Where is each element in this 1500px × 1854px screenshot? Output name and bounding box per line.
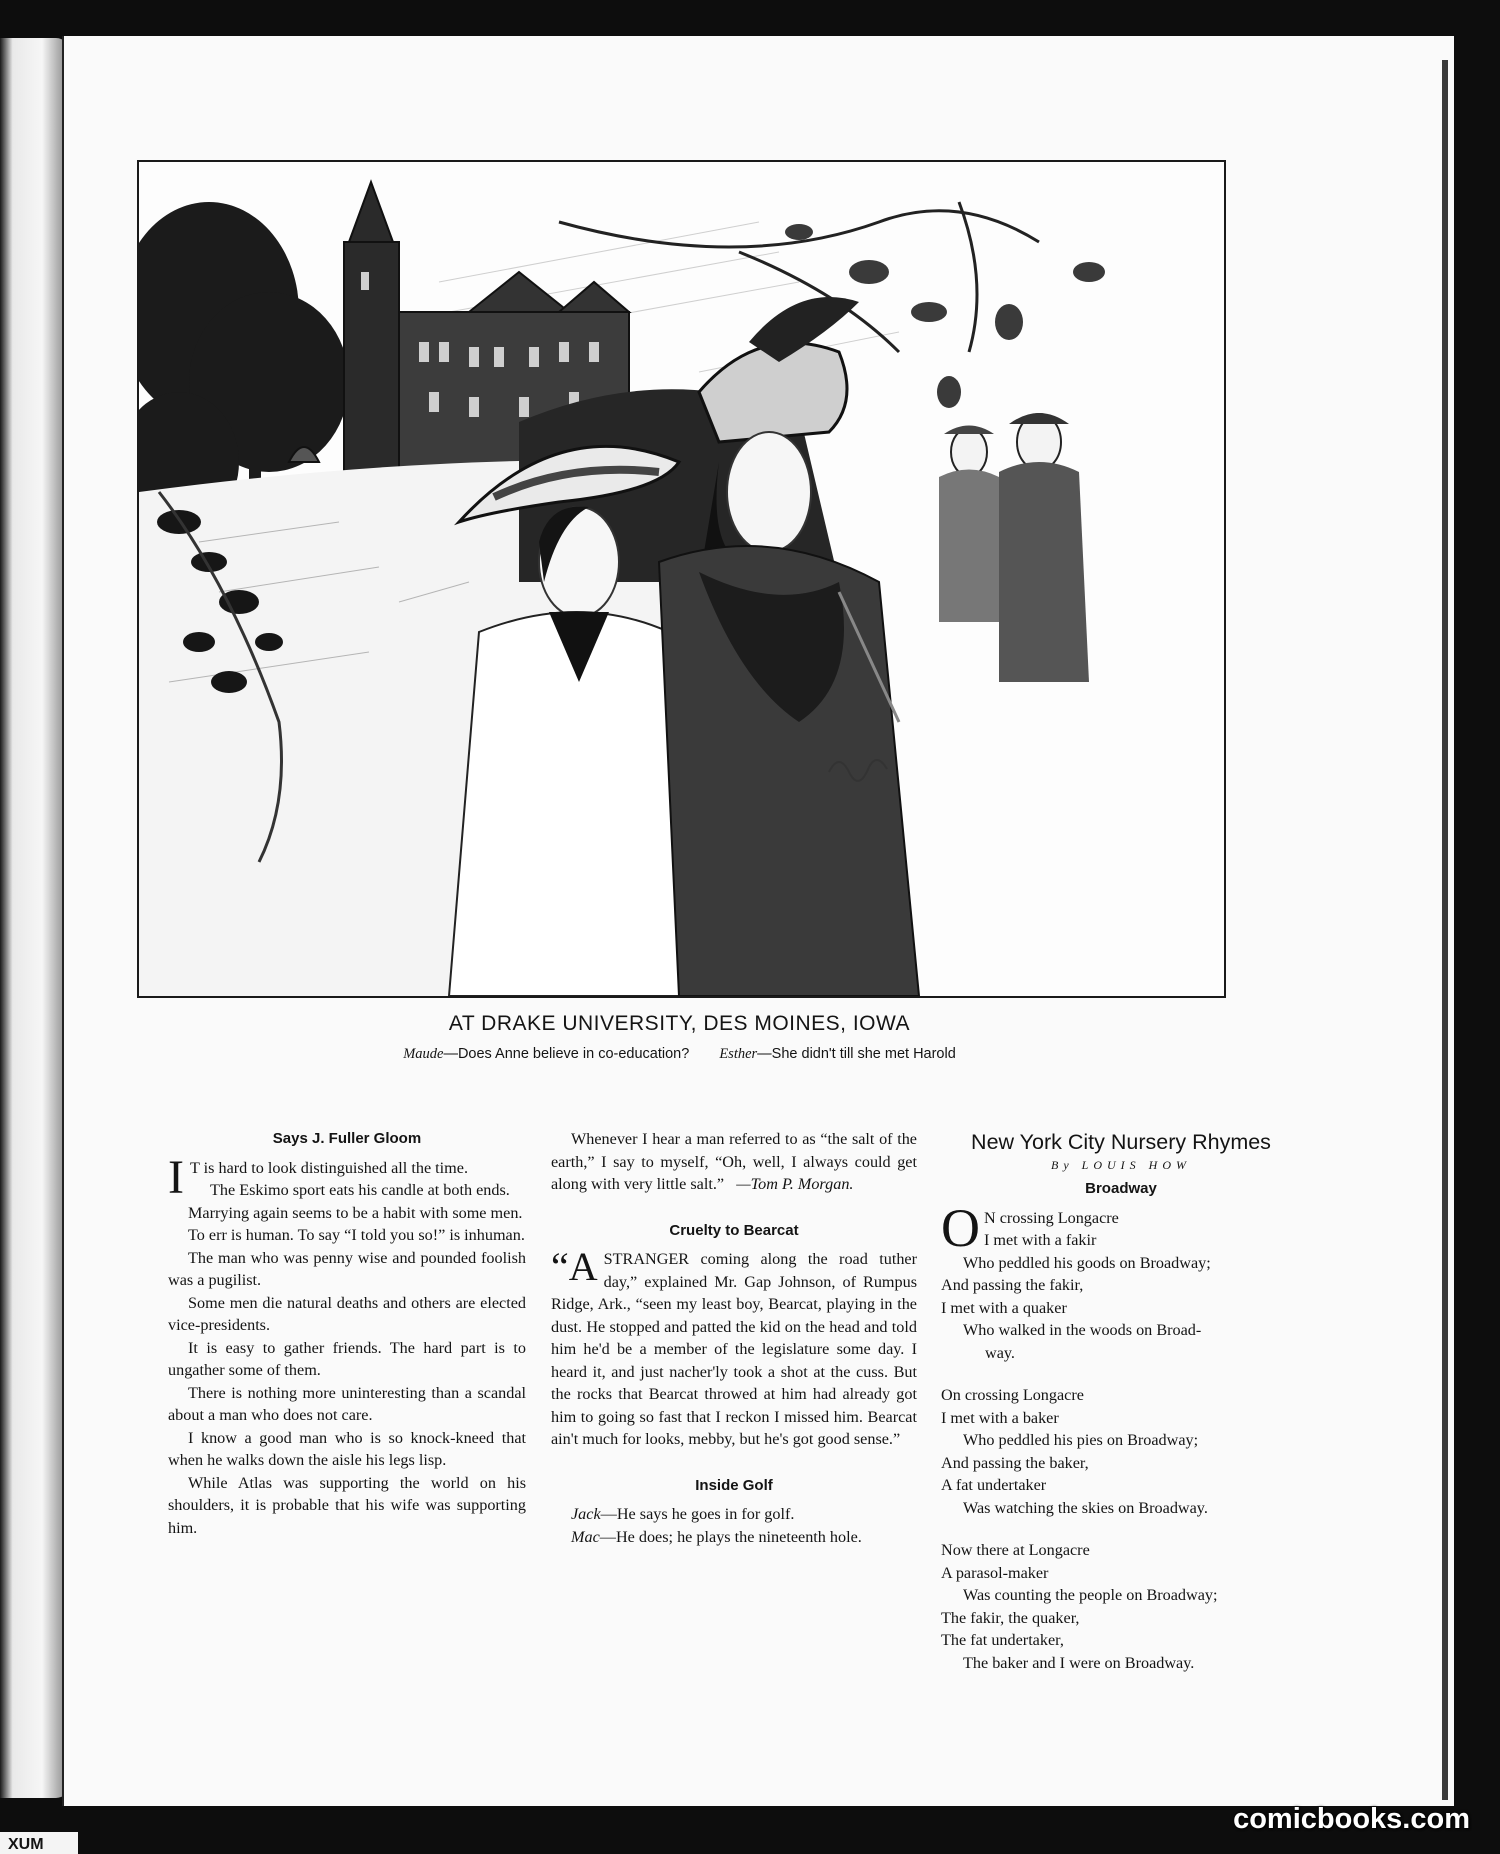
poem-line: Was counting the people on Broadway; (963, 1586, 1218, 1604)
gloom-paragraph: It is easy to gather friends. The hard part is to ungather some of them. (168, 1338, 526, 1379)
poem-line: The fakir, the quaker, (941, 1608, 1080, 1627)
gloom-paragraph: The Eskimo sport eats his candle at both ends. (209, 1181, 510, 1199)
gloom-paragraph: To err is human. To say “I told you so!” is inhuman. (188, 1226, 525, 1244)
page-right-edge (1442, 60, 1448, 1800)
dropcap-a: “A (551, 1244, 598, 1289)
poem-line: way. (985, 1343, 1015, 1362)
gloom-paragraph-text: T is hard to look distinguished all the time. (189, 1158, 468, 1177)
caption-line-esther: —She didn't till she met Harold (757, 1046, 956, 1062)
poem-title: Broadway (1085, 1180, 1157, 1197)
illustration-drake-university (137, 160, 1226, 998)
gloom-paragraph: While Atlas was supporting the world on his shoulders, it is probable that his wife was supporting him. (168, 1473, 526, 1537)
bearcat-paragraph (551, 1244, 917, 1451)
poem-line: The fat undertaker, (941, 1631, 1064, 1649)
poem-line: N crossing Longacre (984, 1208, 1119, 1227)
poem-line: The baker and I were on Broadway. (963, 1653, 1195, 1672)
poem-line: Who peddled his goods on Broadway; (963, 1253, 1211, 1272)
poem-line: I met with a fakir (984, 1231, 1097, 1249)
poem-line: A fat undertaker (941, 1476, 1047, 1494)
caption-line-maude: —Does Anne believe in co-education? (443, 1046, 690, 1062)
golf-line-jack: —He says he goes in for golf. (600, 1505, 795, 1523)
gloom-paragraph: The man who was penny wise and pounded foolish was a pugilist. (168, 1248, 526, 1289)
poem-line: On crossing Longacre (941, 1386, 1084, 1404)
poem-line: Who walked in the woods on Broad- (963, 1321, 1202, 1339)
column-gloom (168, 1128, 526, 1539)
salt-attribution: —Tom P. Morgan. (736, 1175, 854, 1193)
caption-speaker-esther: Esther (719, 1046, 758, 1062)
salt-paragraph (551, 1128, 917, 1196)
column-middle (551, 1128, 917, 1548)
poem-line: Who peddled his pies on Broadway; (963, 1431, 1199, 1449)
poem-line: And passing the fakir, (941, 1276, 1084, 1294)
poem-line: Was watching the skies on Broadway. (963, 1498, 1208, 1517)
byline: By LOUIS HOW (1051, 1158, 1191, 1172)
dropcap-i: I (168, 1150, 184, 1204)
caption-speaker-maude: Maude (403, 1046, 444, 1062)
poem-line: A parasol-maker (941, 1563, 1049, 1582)
gloom-paragraph: Marrying again seems to be a habit with some men. (188, 1203, 523, 1222)
gloom-paragraph: There is nothing more uninteresting than a scandal about a man who does not care. (168, 1383, 526, 1424)
golf-line-mac: —He does; he plays the nineteenth hole. (599, 1527, 862, 1546)
gloom-paragraph: I know a good man who is so knock-kneed that when he walks down the aisle his legs lisp. (168, 1428, 526, 1469)
golf-line (551, 1503, 917, 1526)
caption-title: AT DRAKE UNIVERSITY, DES MOINES, IOWA (448, 1012, 911, 1035)
caption-dialogue (137, 1046, 1222, 1063)
gloom-paragraph: Some men die natural deaths and others are elected vice-presidents. (168, 1293, 526, 1334)
left-page-edge (0, 38, 70, 1798)
stanza-1 (941, 1197, 1301, 1365)
dropcap-o: O (941, 1197, 980, 1258)
poem-line: Now there at Longacre (941, 1541, 1090, 1559)
heading-bearcat: Cruelty to Bearcat (669, 1221, 799, 1239)
nursery-rhymes-title: New York City Nursery Rhymes (971, 1130, 1271, 1154)
poem-line: And passing the baker, (941, 1453, 1089, 1472)
golf-speaker-mac: Mac (571, 1527, 600, 1546)
heading-golf: Inside Golf (695, 1476, 773, 1494)
illustration-drawing (139, 162, 1224, 996)
golf-speaker-jack: Jack (571, 1505, 601, 1523)
poem-line: I met with a quaker (941, 1298, 1067, 1317)
column-nursery-rhymes (941, 1128, 1301, 1694)
stanza-3 (941, 1539, 1301, 1674)
poem-line: I met with a baker (941, 1408, 1059, 1427)
heading-gloom: Says J. Fuller Gloom (272, 1130, 422, 1147)
golf-line (551, 1526, 917, 1549)
bearcat-text: STRANGER coming along the road tuther day,” explained Mr. Gap Johnson, of Rumpus Ridge, Ark., “seen my least boy, Bearcat, playing in the dust. He stopped and patted the kid on the head and told him he'd be a member of the legislature some day. I heard it, and just nacher'ly took a shot at the cuss. But the rocks that Bearcat throwed at him had already got him to going so fast that I reckon I missed him. Bearcat ain't much for looks, mebby, but he's got good sense.” (551, 1250, 917, 1448)
salt-text: Whenever I hear a man referred to as “the salt of the earth,” I say to myself, “Oh, well, I always could get along with very little salt.” (551, 1130, 917, 1193)
corner-tab: XUM (0, 1832, 78, 1854)
stanza-2 (941, 1384, 1301, 1519)
watermark: comicbooks.com (1233, 1803, 1470, 1835)
